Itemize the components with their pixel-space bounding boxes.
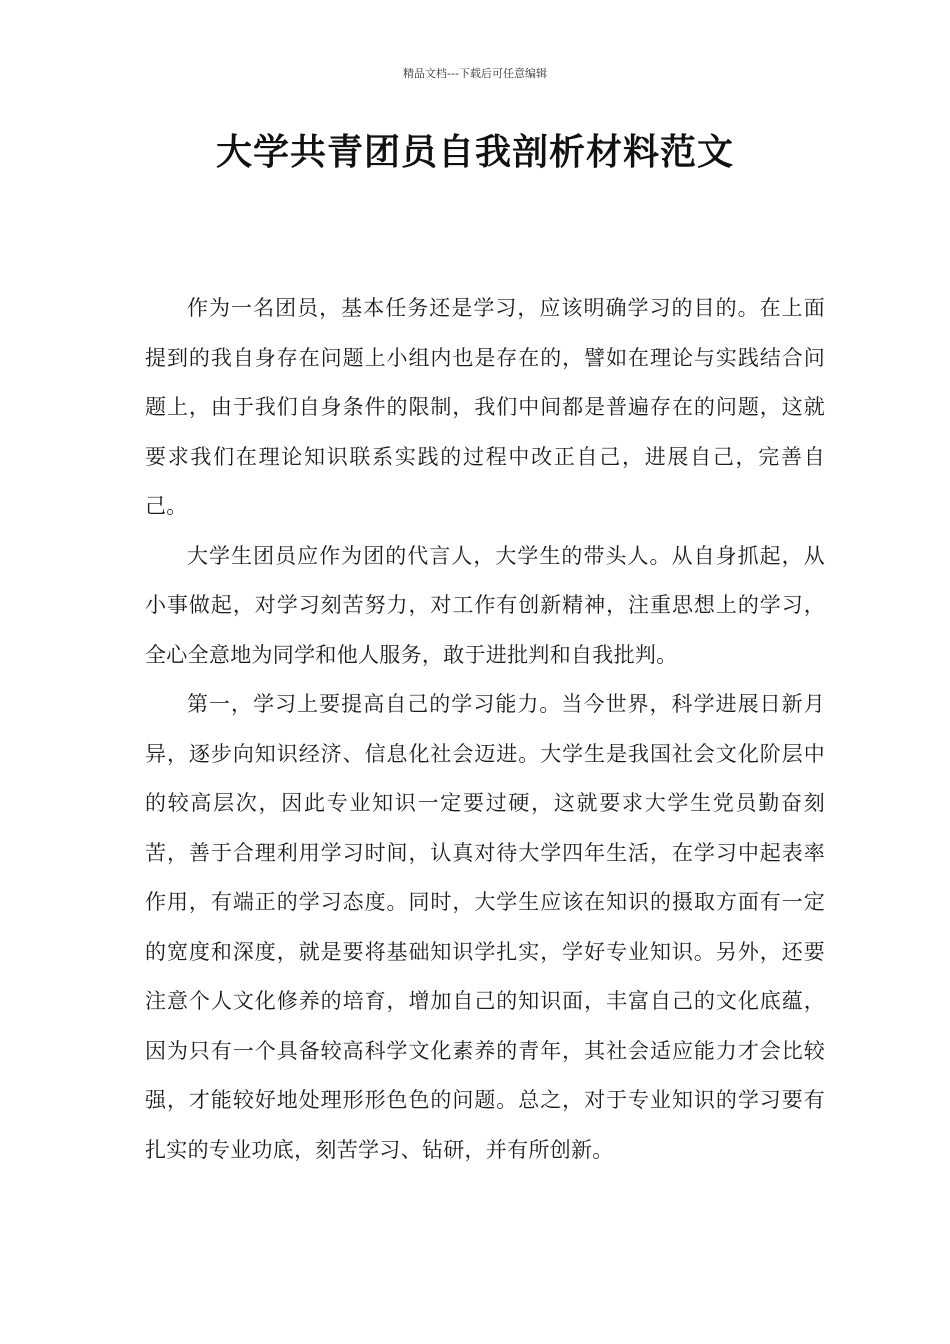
- document-body: [145, 284, 825, 1175]
- document-title: 大学共青团员自我剖析材料范文: [215, 132, 734, 173]
- paragraph: 第一，学习上要提高自己的学习能力。当今世界，科学进展日新月异，逐步向知识经济、信息化社会迈进。大学生是我国社会文化阶层中的较高层次，因此专业知识一定要过硬，这就要求大学生党员勤奋刻苦，善于合理利用学习时间，认真对待大学四年生活，在学习中起表率作用，有端正的学习态度。同时，大学生应该在知识的摄取方面有一定的宽度和深度，就是要将基础知识学扎实，学好专业知识。另外，还要注意个人文化修养的培育，增加自己的知识面，丰富自己的文化底蕴，因为只有一个具备较高科学文化素养的青年，其社会适应能力才会比较强，才能较好地处理形形色色的问题。总之，对于专业知识的学习要有扎实的专业功底，刻苦学习、钻研，并有所创新。: [145, 692, 825, 1162]
- header-note: 精品文档---下载后可任意编辑: [403, 67, 547, 80]
- paragraph: 作为一名团员，基本任务还是学习，应该明确学习的目的。在上面提到的我自身存在问题上小组内也是存在的，譬如在理论与实践结合问题上，由于我们自身条件的限制，我们中间都是普遍存在的问题，这就要求我们在理论知识联系实践的过程中改正自己，进展自己，完善自己。: [145, 296, 825, 518]
- paragraph: 大学生团员应作为团的代言人，大学生的带头人。从自身抓起，从小事做起，对学习刻苦努力，对工作有创新精神，注重思想上的学习，全心全意地为同学和他人服务，敢于进批判和自我批判。: [145, 543, 825, 667]
